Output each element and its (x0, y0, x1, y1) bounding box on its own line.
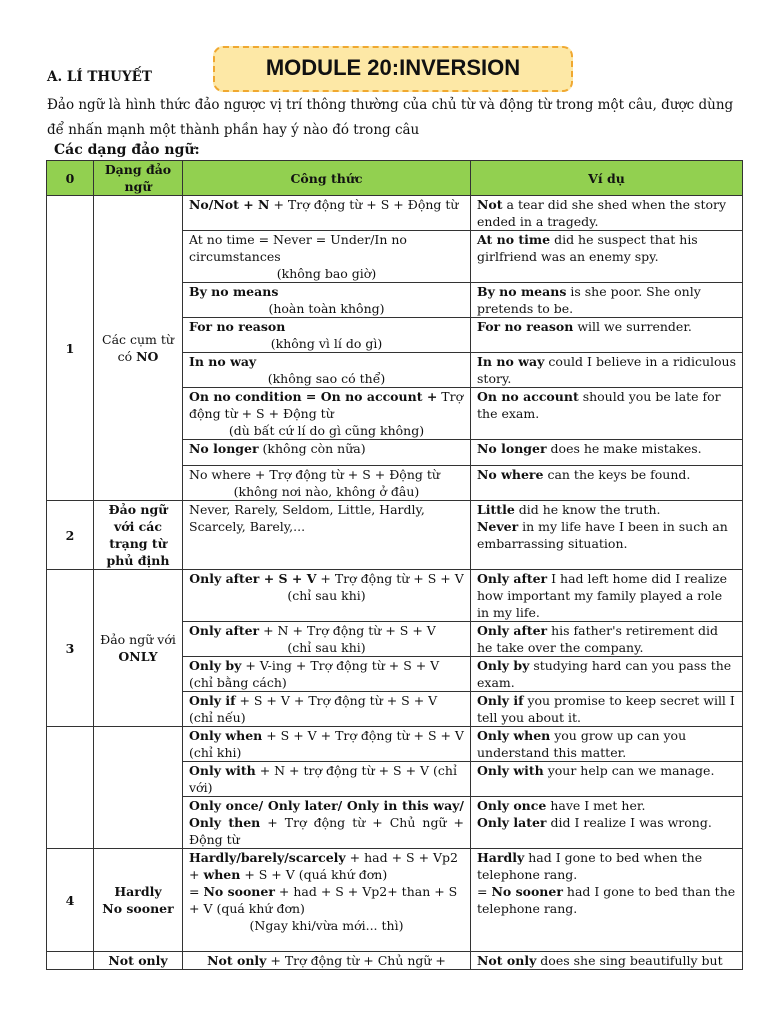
group-label: Các cụm từ có NO (94, 196, 183, 501)
formula-cell: No/Not + N + Trợ động từ + S + Động từ (183, 196, 471, 231)
section-heading: A. LÍ THUYẾT (47, 69, 152, 85)
formula-cell: Only if + S + V + Trợ động từ + S + V (chỉ nếu) (183, 692, 471, 727)
module-title: MODULE 20:INVERSION (265, 55, 521, 80)
table-row (47, 727, 743, 762)
formula-cell: On no condition = On no account + Trợ động từ + S + Động từ (dù bất cứ lí do gì cũng không) (183, 388, 471, 440)
header-example: Ví dụ (471, 161, 743, 196)
formula-cell: Not only + Trợ động từ + Chủ ngữ + (183, 952, 471, 970)
formula-cell: By no means (hoàn toàn không) (183, 283, 471, 318)
example-cell: Hardly had I gone to bed when the telephone rang. = No sooner had I gone to bed than the telephone rang. (471, 849, 743, 952)
formula-cell: Only after + N + Trợ động từ + S + V (chỉ sau khi) (183, 622, 471, 657)
formula-cell: For no reason (không vì lí do gì) (183, 318, 471, 353)
formula-cell: No longer (không còn nữa) (183, 440, 471, 466)
header-formula: Công thức (183, 161, 471, 196)
table-header-row (47, 161, 743, 196)
group-label: Đảo ngữ với các trạng từ phủ định (94, 501, 183, 570)
group-label: Hardly No sooner (94, 849, 183, 952)
example-cell: Little did he know the truth. Never in my life have I been in such an embarrassing situation. (471, 501, 743, 570)
formula-cell: Only by + V-ing + Trợ động từ + S + V (chỉ bằng cách) (183, 657, 471, 692)
module-title-box (213, 46, 573, 92)
formula-cell: Only once/ Only later/ Only in this way/ Only then + Trợ động từ + Chủ ngữ + Động từ (183, 797, 471, 849)
group-number: 4 (47, 849, 94, 952)
group-label: Not only (94, 952, 183, 970)
example-cell: No where can the keys be found. (471, 466, 743, 501)
example-cell: Not a tear did she shed when the story ended in a tragedy. (471, 196, 743, 231)
example-cell: Only once have I met her. Only later did I realize I was wrong. (471, 797, 743, 849)
group-number: 1 (47, 196, 94, 501)
group-number: 3 (47, 570, 94, 727)
formula-cell: Hardly/barely/scarcely + had + S + Vp2 + when + S + V (quá khứ đơn) = No sooner + had + S + Vp2+ than + S + V (quá khứ đơn) (Ngay khi/vừa mới... thì) (183, 849, 471, 952)
table-row (47, 849, 743, 952)
example-cell: Only if you promise to keep secret will I tell you about it. (471, 692, 743, 727)
table-row (47, 196, 743, 231)
formula-cell: Never, Rarely, Seldom, Little, Hardly, Scarcely, Barely,... (183, 501, 471, 570)
types-heading: Các dạng đảo ngữ: (54, 142, 200, 158)
example-cell: Only with your help can we manage. (471, 762, 743, 797)
formula-cell: At no time = Never = Under/In no circumstances (không bao giờ) (183, 231, 471, 283)
formula-cell: No where + Trợ động từ + S + Động từ (không nơi nào, không ở đâu) (183, 466, 471, 501)
example-cell: In no way could I believe in a ridiculous story. (471, 353, 743, 388)
example-cell: For no reason will we surrender. (471, 318, 743, 353)
example-cell: Only after his father's retirement did he take over the company. (471, 622, 743, 657)
inversion-table (46, 160, 743, 970)
example-cell: No longer does he make mistakes. (471, 440, 743, 466)
formula-cell: Only after + S + V + Trợ động từ + S + V (chỉ sau khi) (183, 570, 471, 622)
intro-line-2: để nhấn mạnh một thành phần hay ý nào đó trong câu (47, 122, 420, 138)
example-cell: Only when you grow up can you understand this matter. (471, 727, 743, 762)
example-cell: Only by studying hard can you pass the exam. (471, 657, 743, 692)
example-cell: Only after I had left home did I realize how important my family played a role in my life. (471, 570, 743, 622)
group-label: Đảo ngữ với ONLY (94, 570, 183, 727)
header-num: 0 (47, 161, 94, 196)
group-number: 2 (47, 501, 94, 570)
table-row (47, 501, 743, 570)
example-cell: Not only does she sing beautifully but (471, 952, 743, 970)
table-row (47, 952, 743, 970)
header-type: Dạng đảo ngữ (94, 161, 183, 196)
example-cell: By no means is she poor. She only pretends to be. (471, 283, 743, 318)
example-cell: On no account should you be late for the exam. (471, 388, 743, 440)
intro-line-1: Đảo ngữ là hình thức đảo ngược vị trí thông thường của chủ từ và động từ trong một câu, được dùng (47, 97, 734, 113)
formula-cell: Only when + S + V + Trợ động từ + S + V (chỉ khi) (183, 727, 471, 762)
table-row (47, 570, 743, 622)
formula-cell: In no way (không sao có thể) (183, 353, 471, 388)
formula-cell: Only with + N + trợ động từ + S + V (chỉ với) (183, 762, 471, 797)
example-cell: At no time did he suspect that his girlfriend was an enemy spy. (471, 231, 743, 283)
